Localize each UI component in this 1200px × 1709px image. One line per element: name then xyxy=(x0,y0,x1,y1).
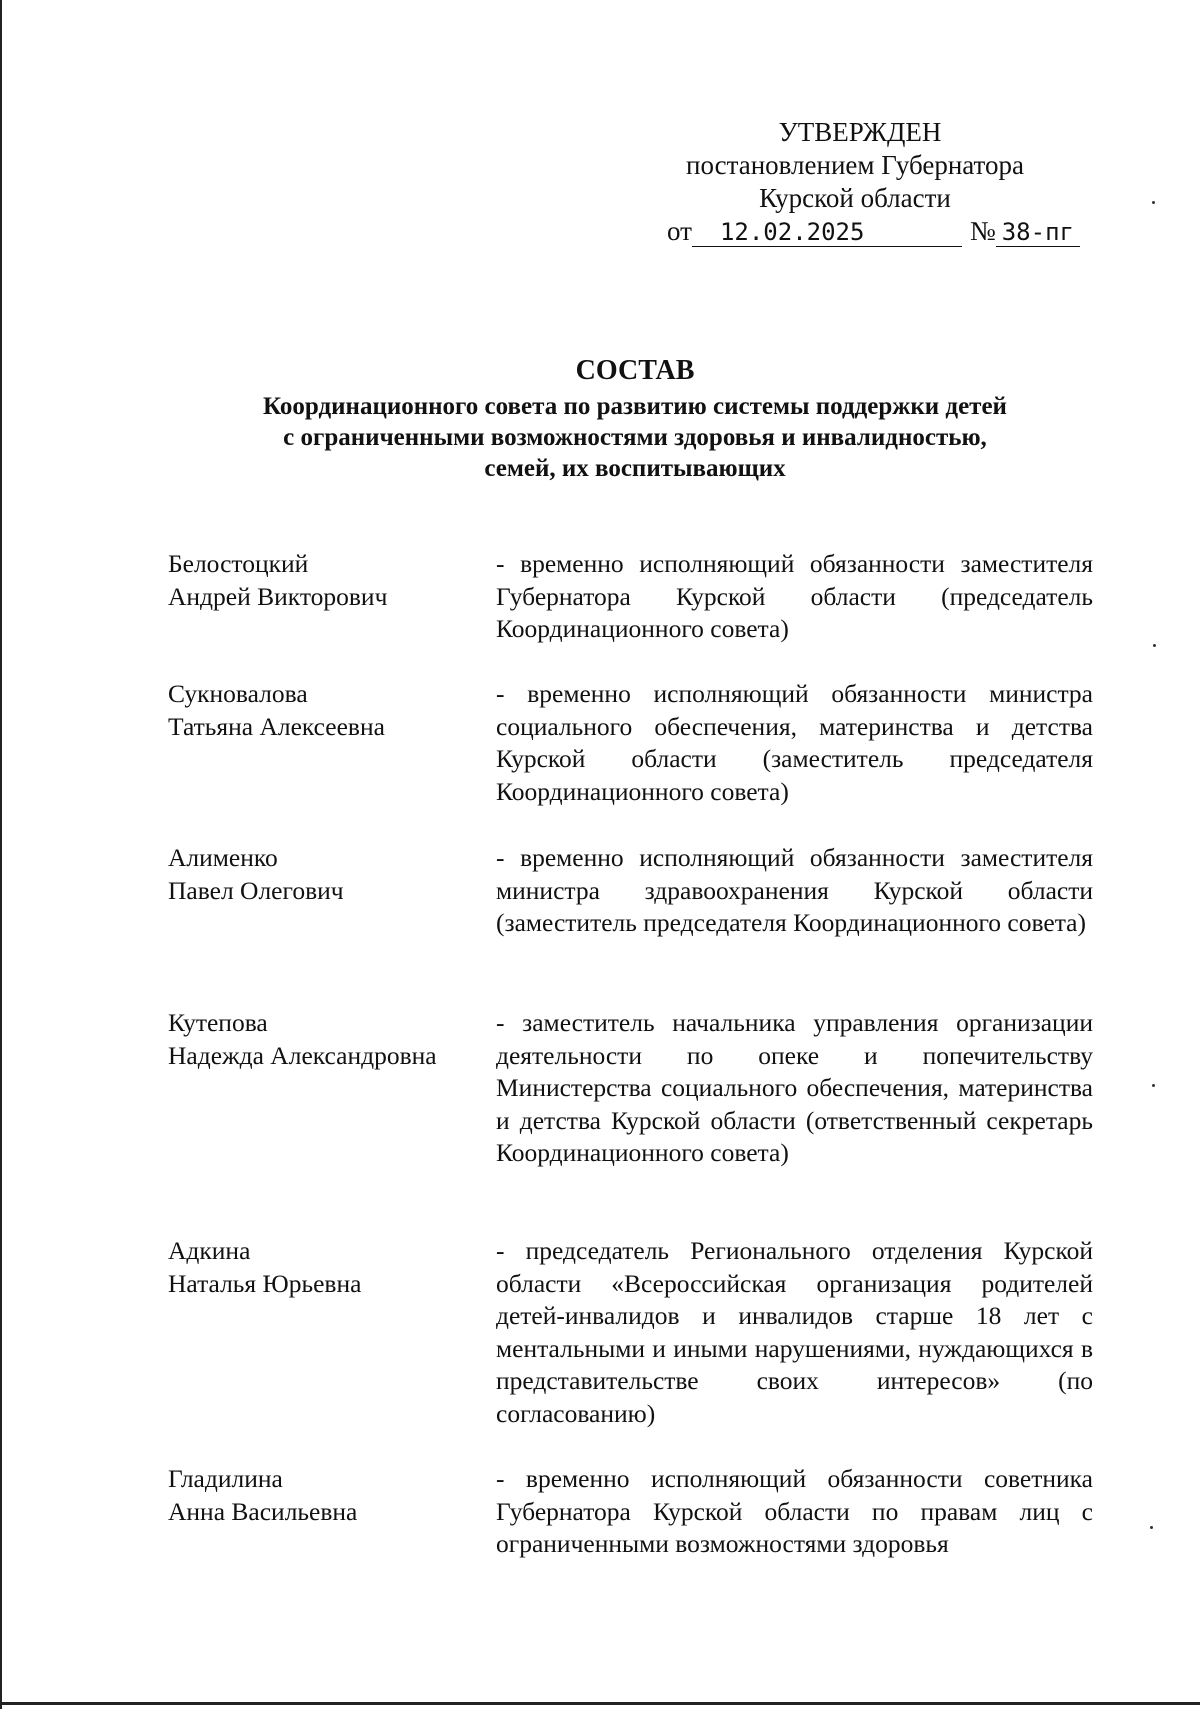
member-name xyxy=(168,842,496,1007)
member-entry xyxy=(168,1463,1093,1593)
member-given-names: Наталья Юрьевна xyxy=(168,1268,362,1298)
heading-line-1: Координационного совета по развитию системы поддержки детей xyxy=(263,393,1007,420)
member-name xyxy=(168,1007,496,1235)
member-role: - временно исполняющий обязанности заместителя Губернатора Курской области (председатель Координационного совета) xyxy=(496,549,1093,643)
heading-line-3: семей, их воспитывающих xyxy=(484,455,786,482)
scan-speck xyxy=(1153,644,1156,647)
approval-stamp xyxy=(640,116,1070,215)
members-list xyxy=(168,548,1093,1593)
member-given-names: Надежда Александровна xyxy=(168,1040,437,1070)
member-surname: Сукновалова xyxy=(168,679,308,708)
member-entry xyxy=(168,1007,1093,1235)
member-role: - заместитель начальника управления организации деятельности по опеке и попечительству Министерства социального обеспечения, материнства и детства Курской области (ответственный секретарь Координационного совета) xyxy=(496,1008,1093,1167)
scan-edge-left xyxy=(0,0,2,1709)
scan-speck xyxy=(1152,201,1155,204)
approval-date-number xyxy=(667,215,1087,248)
member-name xyxy=(168,548,496,678)
approval-line-1: постановлением Губернатора xyxy=(686,150,1024,180)
member-entry xyxy=(168,548,1093,678)
member-name xyxy=(168,1235,496,1463)
scan-speck xyxy=(1152,1084,1155,1087)
member-given-names: Андрей Викторович xyxy=(168,581,388,611)
heading-title: СОСТАВ xyxy=(575,355,695,386)
number-field: 38-пг xyxy=(996,218,1080,247)
member-entry xyxy=(168,842,1093,1007)
date-prefix: от xyxy=(667,216,692,246)
approval-line-2: Курской области xyxy=(759,183,951,213)
member-role: - председатель Регионального отделения Курской области «Всероссийская организация родителей детей-инвалидов и инвалидов старше 18 лет с ментальными и иными нарушениями, нуждающихся в представительстве своих интересов» (по согласованию) xyxy=(496,1236,1093,1428)
member-surname: Адкина xyxy=(168,1236,251,1265)
member-role: - временно исполняющий обязанности советника Губернатора Курской области по правам лиц с ограниченными возможностями здоровья xyxy=(496,1464,1093,1558)
member-entry xyxy=(168,1235,1093,1463)
member-surname: Алименко xyxy=(168,843,278,872)
member-given-names: Татьяна Алексеевна xyxy=(168,711,385,741)
member-given-names: Павел Олегович xyxy=(168,875,344,905)
scan-speck xyxy=(1150,1526,1153,1529)
date-field: 12.02.2025 xyxy=(692,218,962,247)
approval-title: УТВЕРЖДЕН xyxy=(778,117,942,147)
member-surname: Кутепова xyxy=(168,1008,268,1037)
document-heading xyxy=(160,353,1110,484)
member-surname: Гладилина xyxy=(168,1464,283,1493)
member-role: - временно исполняющий обязанности заместителя министра здравоохранения Курской области (заместитель председателя Координационного совета) xyxy=(496,843,1093,937)
member-entry xyxy=(168,678,1093,842)
scan-edge-bottom xyxy=(0,1702,1200,1705)
member-name xyxy=(168,1463,496,1593)
heading-line-2: с ограниченными возможностями здоровья и инвалидностью, xyxy=(283,424,987,451)
member-surname: Белостоцкий xyxy=(168,549,309,578)
member-given-names: Анна Васильевна xyxy=(168,1496,358,1526)
member-role: - временно исполняющий обязанности министра социального обеспечения, материнства и детства Курской области (заместитель председателя Координационного совета) xyxy=(496,679,1093,806)
number-prefix: № xyxy=(969,216,996,246)
member-name xyxy=(168,678,496,842)
